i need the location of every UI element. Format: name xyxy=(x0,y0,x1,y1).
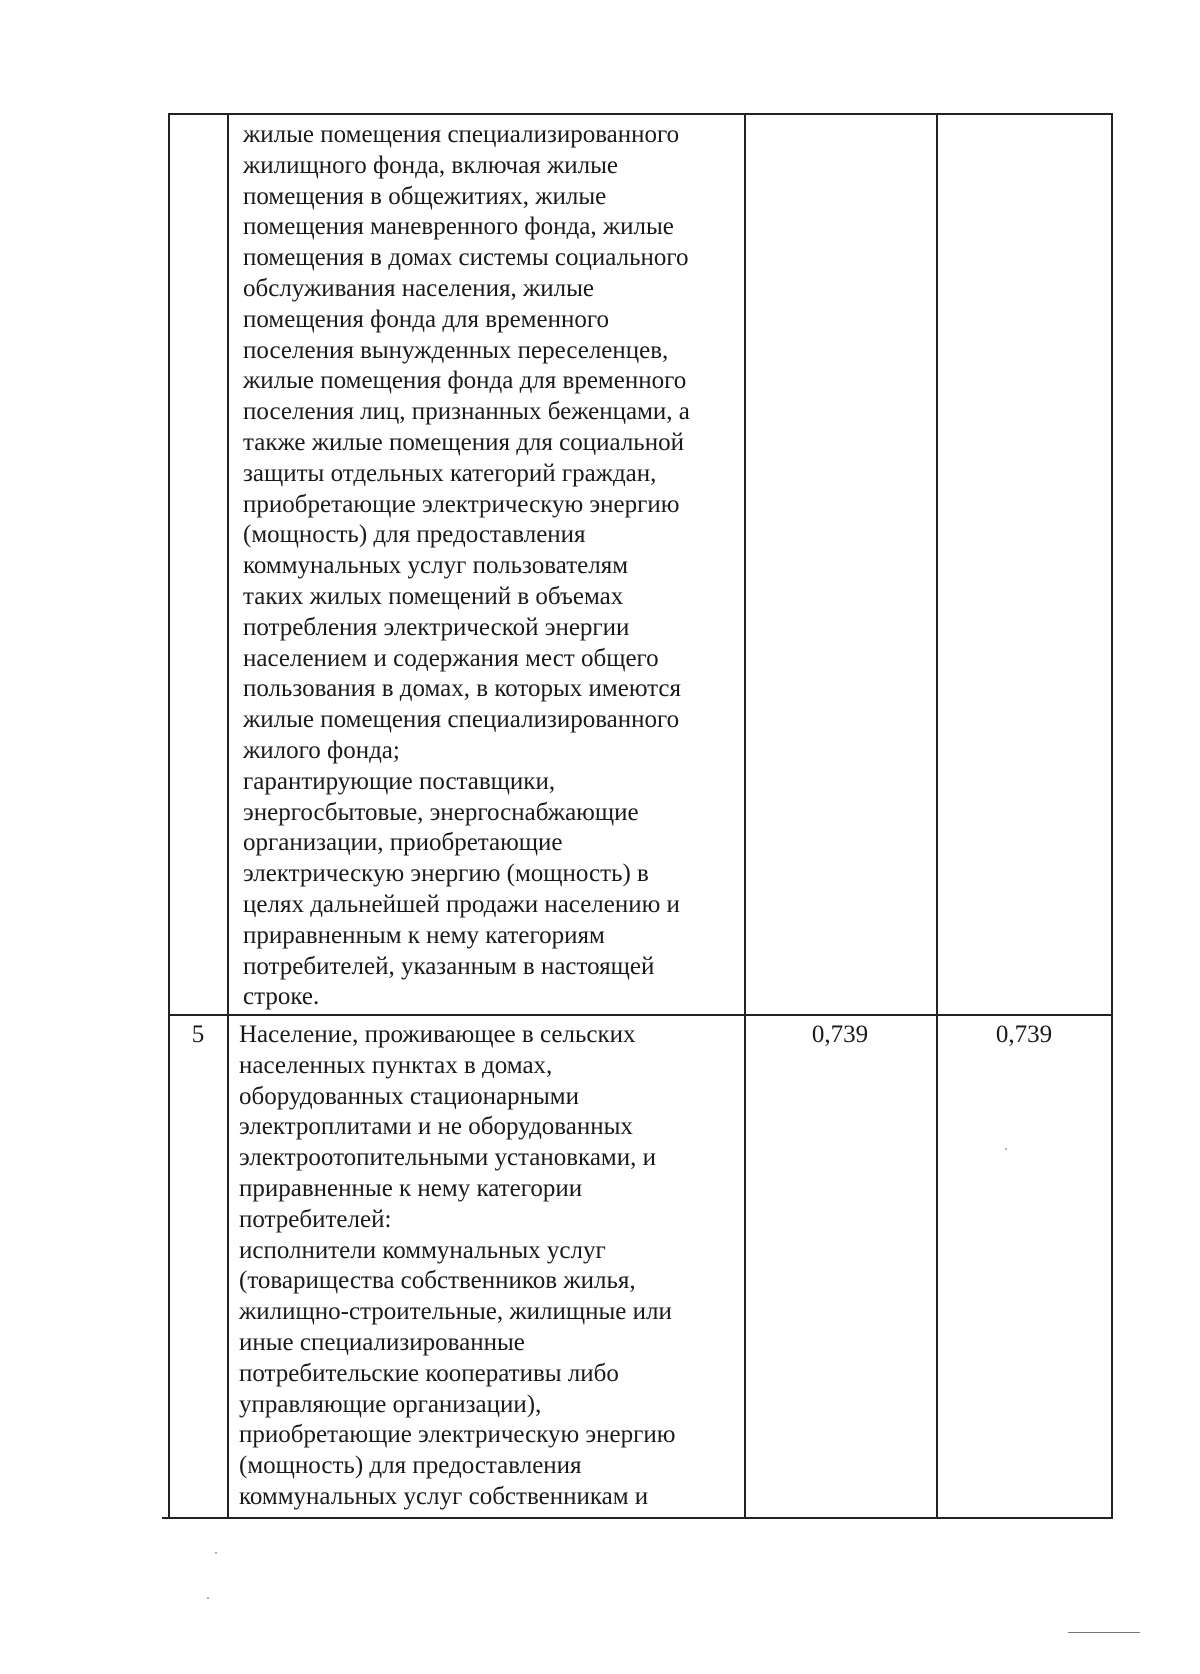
table-bottom-border xyxy=(162,1517,1113,1519)
row-value-1: 0,739 xyxy=(811,1021,869,1048)
text-line: иные специализированные xyxy=(239,1328,525,1356)
scan-speck xyxy=(1005,1148,1007,1150)
row-value-2: 0,739 xyxy=(995,1021,1053,1048)
text-line: поселения вынужденных переселенцев, xyxy=(243,336,669,364)
text-line: электроотопительными установками, и xyxy=(239,1144,656,1172)
text-line: потребителей: xyxy=(239,1205,392,1233)
row-number: 5 xyxy=(191,1021,205,1048)
text-line: поселения лиц, признанных беженцами, а xyxy=(243,398,690,426)
row-separator xyxy=(168,1014,1113,1016)
text-line: обслуживания населения, жилые xyxy=(243,274,595,302)
text-line: таких жилых помещений в объемах xyxy=(243,582,624,610)
text-line: гарантирующие поставщики, xyxy=(243,767,556,795)
text-line: организации, приобретающие xyxy=(243,829,563,857)
text-line: населением и содержания мест общего xyxy=(243,644,659,672)
text-line: (мощность) для предоставления xyxy=(243,521,586,549)
text-line: целях дальнейшей продажи населению и xyxy=(243,890,680,918)
text-line: исполнители коммунальных услуг xyxy=(239,1236,606,1264)
table-right-border xyxy=(1111,113,1113,1518)
text-line: жилые помещения специализированного xyxy=(243,706,680,734)
text-line: жилого фонда; xyxy=(243,736,400,764)
continued-row-description xyxy=(243,120,690,1013)
text-line: помещения фонда для временного xyxy=(243,305,609,333)
text-line: энергосбытовые, энергоснабжающие xyxy=(243,798,639,826)
text-line: пользования в домах, в которых имеются xyxy=(243,675,681,703)
text-line: помещения в домах системы социального xyxy=(243,244,689,272)
text-line: приравненные к нему категории xyxy=(239,1174,583,1202)
column-divider-description xyxy=(744,113,746,1518)
text-line: электроплитами и не оборудованных xyxy=(239,1113,633,1141)
text-line: потребительские кооперативы либо xyxy=(239,1359,619,1387)
text-line: жилищного фонда, включая жилые xyxy=(243,151,618,179)
text-line: Население, проживающее в сельских xyxy=(239,1021,636,1048)
text-line: оборудованных стационарными xyxy=(239,1082,579,1110)
text-line: защиты отдельных категорий граждан, xyxy=(243,459,657,487)
text-line: также жилые помещения для социальной xyxy=(243,428,684,456)
text-line: приобретающие электрическую энергию xyxy=(239,1421,676,1449)
text-line: жилищно-строительные, жилищные или xyxy=(239,1298,672,1326)
text-line: помещения маневренного фонда, жилые xyxy=(243,213,674,241)
text-line: населенных пунктах в домах, xyxy=(239,1051,553,1079)
column-divider-value xyxy=(936,113,938,1518)
footer-line xyxy=(1068,1632,1140,1633)
row-5-description xyxy=(239,1020,675,1513)
text-line: коммунальных услуг пользователям xyxy=(243,552,629,580)
table-top-border xyxy=(168,113,1113,115)
scan-speck xyxy=(215,1552,217,1554)
text-line: приобретающие электрическую энергию xyxy=(243,490,680,518)
text-line: помещения в общежитиях, жилые xyxy=(243,182,607,210)
text-line: потребителей, указанным в настоящей xyxy=(243,952,655,980)
scan-speck xyxy=(207,1597,209,1599)
text-line: электрическую энергию (мощность) в xyxy=(243,860,649,888)
text-line: управляющие организации), xyxy=(239,1390,542,1418)
text-line: жилые помещения фонда для временного xyxy=(243,367,687,395)
text-line: коммунальных услуг собственникам и xyxy=(239,1482,649,1510)
text-line: потребления электрической энергии xyxy=(243,613,630,641)
text-line: (мощность) для предоставления xyxy=(239,1452,582,1480)
text-line: строке. xyxy=(243,983,320,1011)
table-left-border xyxy=(168,113,170,1518)
text-line: (товарищества собственников жилья, xyxy=(239,1267,636,1295)
text-line: приравненным к нему категориям xyxy=(243,921,605,949)
column-divider-number xyxy=(227,113,229,1518)
text-line: жилые помещения специализированного xyxy=(243,121,680,148)
